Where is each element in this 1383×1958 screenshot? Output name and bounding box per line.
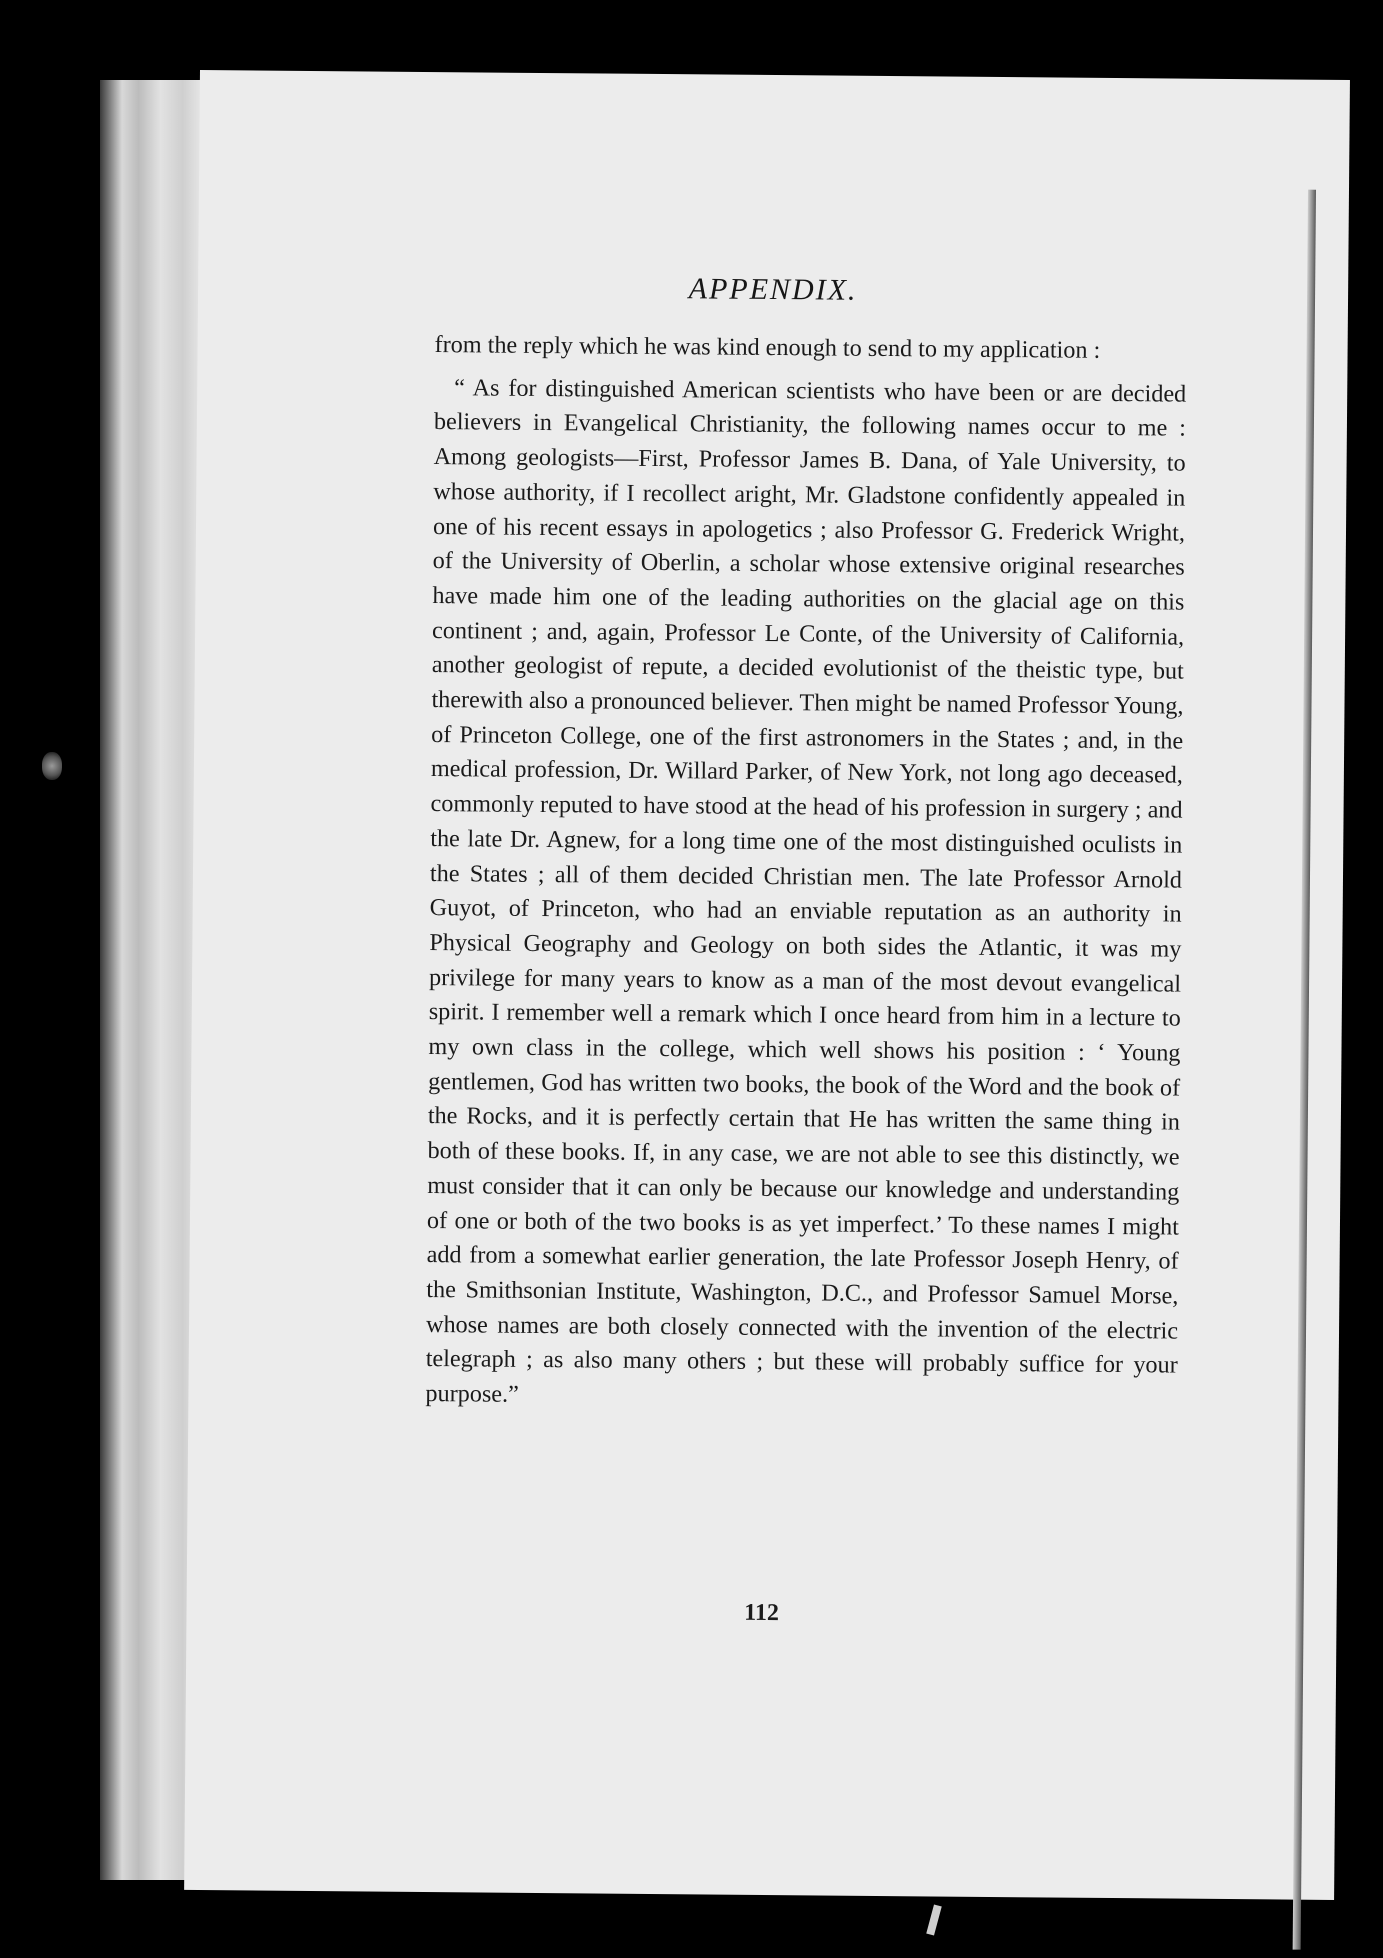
page-number: 112 (744, 1599, 780, 1627)
paragraph-intro: from the reply which he was kind enough to send to my application : (434, 331, 1101, 364)
paragraph-quotation: “ As for distinguished American scientists who have been or are decided believers in Evangelical Christianity, the following names occur to me : Among geologists—First, Professor James B. Dana, of Yale University, to whose authority, if I recollect aright, Mr. Gladstone confidently appealed in one of his recent essays in apologetics ; also Professor G. Frederick Wright, of the University of Oberlin, a scholar whose extensive original researches have made him one of the leading authorities on the glacial age on this continent ; and, again, Professor Le Conte, of the University of California, another geologist of repute, a decided evolutionist of the theistic type, but therewith also a pronounced believer. Then might be named Professor Young, of Princeton College, one of the first astronomers in the States ; and, in the medical profession, Dr. Willard Parker, of New York, not long ago deceased, commonly reputed to have stood at the head of his profession in surgery ; and the late Dr. Agnew, for a long time one of the most distinguished oculists in the States ; all of them decided Christian men. The late Professor Arnold Guyot, of Princeton, who had an enviable reputation as an authority in Physical Geography and Geology on both sides the Atlantic, it was my privilege for many years to know as a man of the most devout evangelical spirit. I remember well a remark which I once heard from him in a lecture to my own class in the college, which well shows his position : ‘ Young gentlemen, God has written two books, the book of the Word and the book of the Rocks, and it is perfectly certain that He has written the same thing in both of these books. If, in any case, we are not able to see this distinctly, we must consider that it can only be because our knowledge and understanding of one or both of the two books is as yet imperfect.’ To these names I might add from a somewhat earlier generation, the late Professor Joseph Henry, of the Smithsonian Institute, Washington, D.C., and Professor Samuel Morse, whose names are both closely connected with the invention of the electric telegraph ; as also many others ; but these will probably suffice for your purpose.” (425, 373, 1187, 1408)
body-text (425, 328, 1186, 1418)
running-head: APPENDIX. (688, 272, 858, 307)
book-page (184, 70, 1350, 1900)
page-right-shadow (1293, 190, 1316, 1950)
scan-artifact-bottom (926, 1904, 941, 1935)
scan-artifact (42, 752, 62, 780)
